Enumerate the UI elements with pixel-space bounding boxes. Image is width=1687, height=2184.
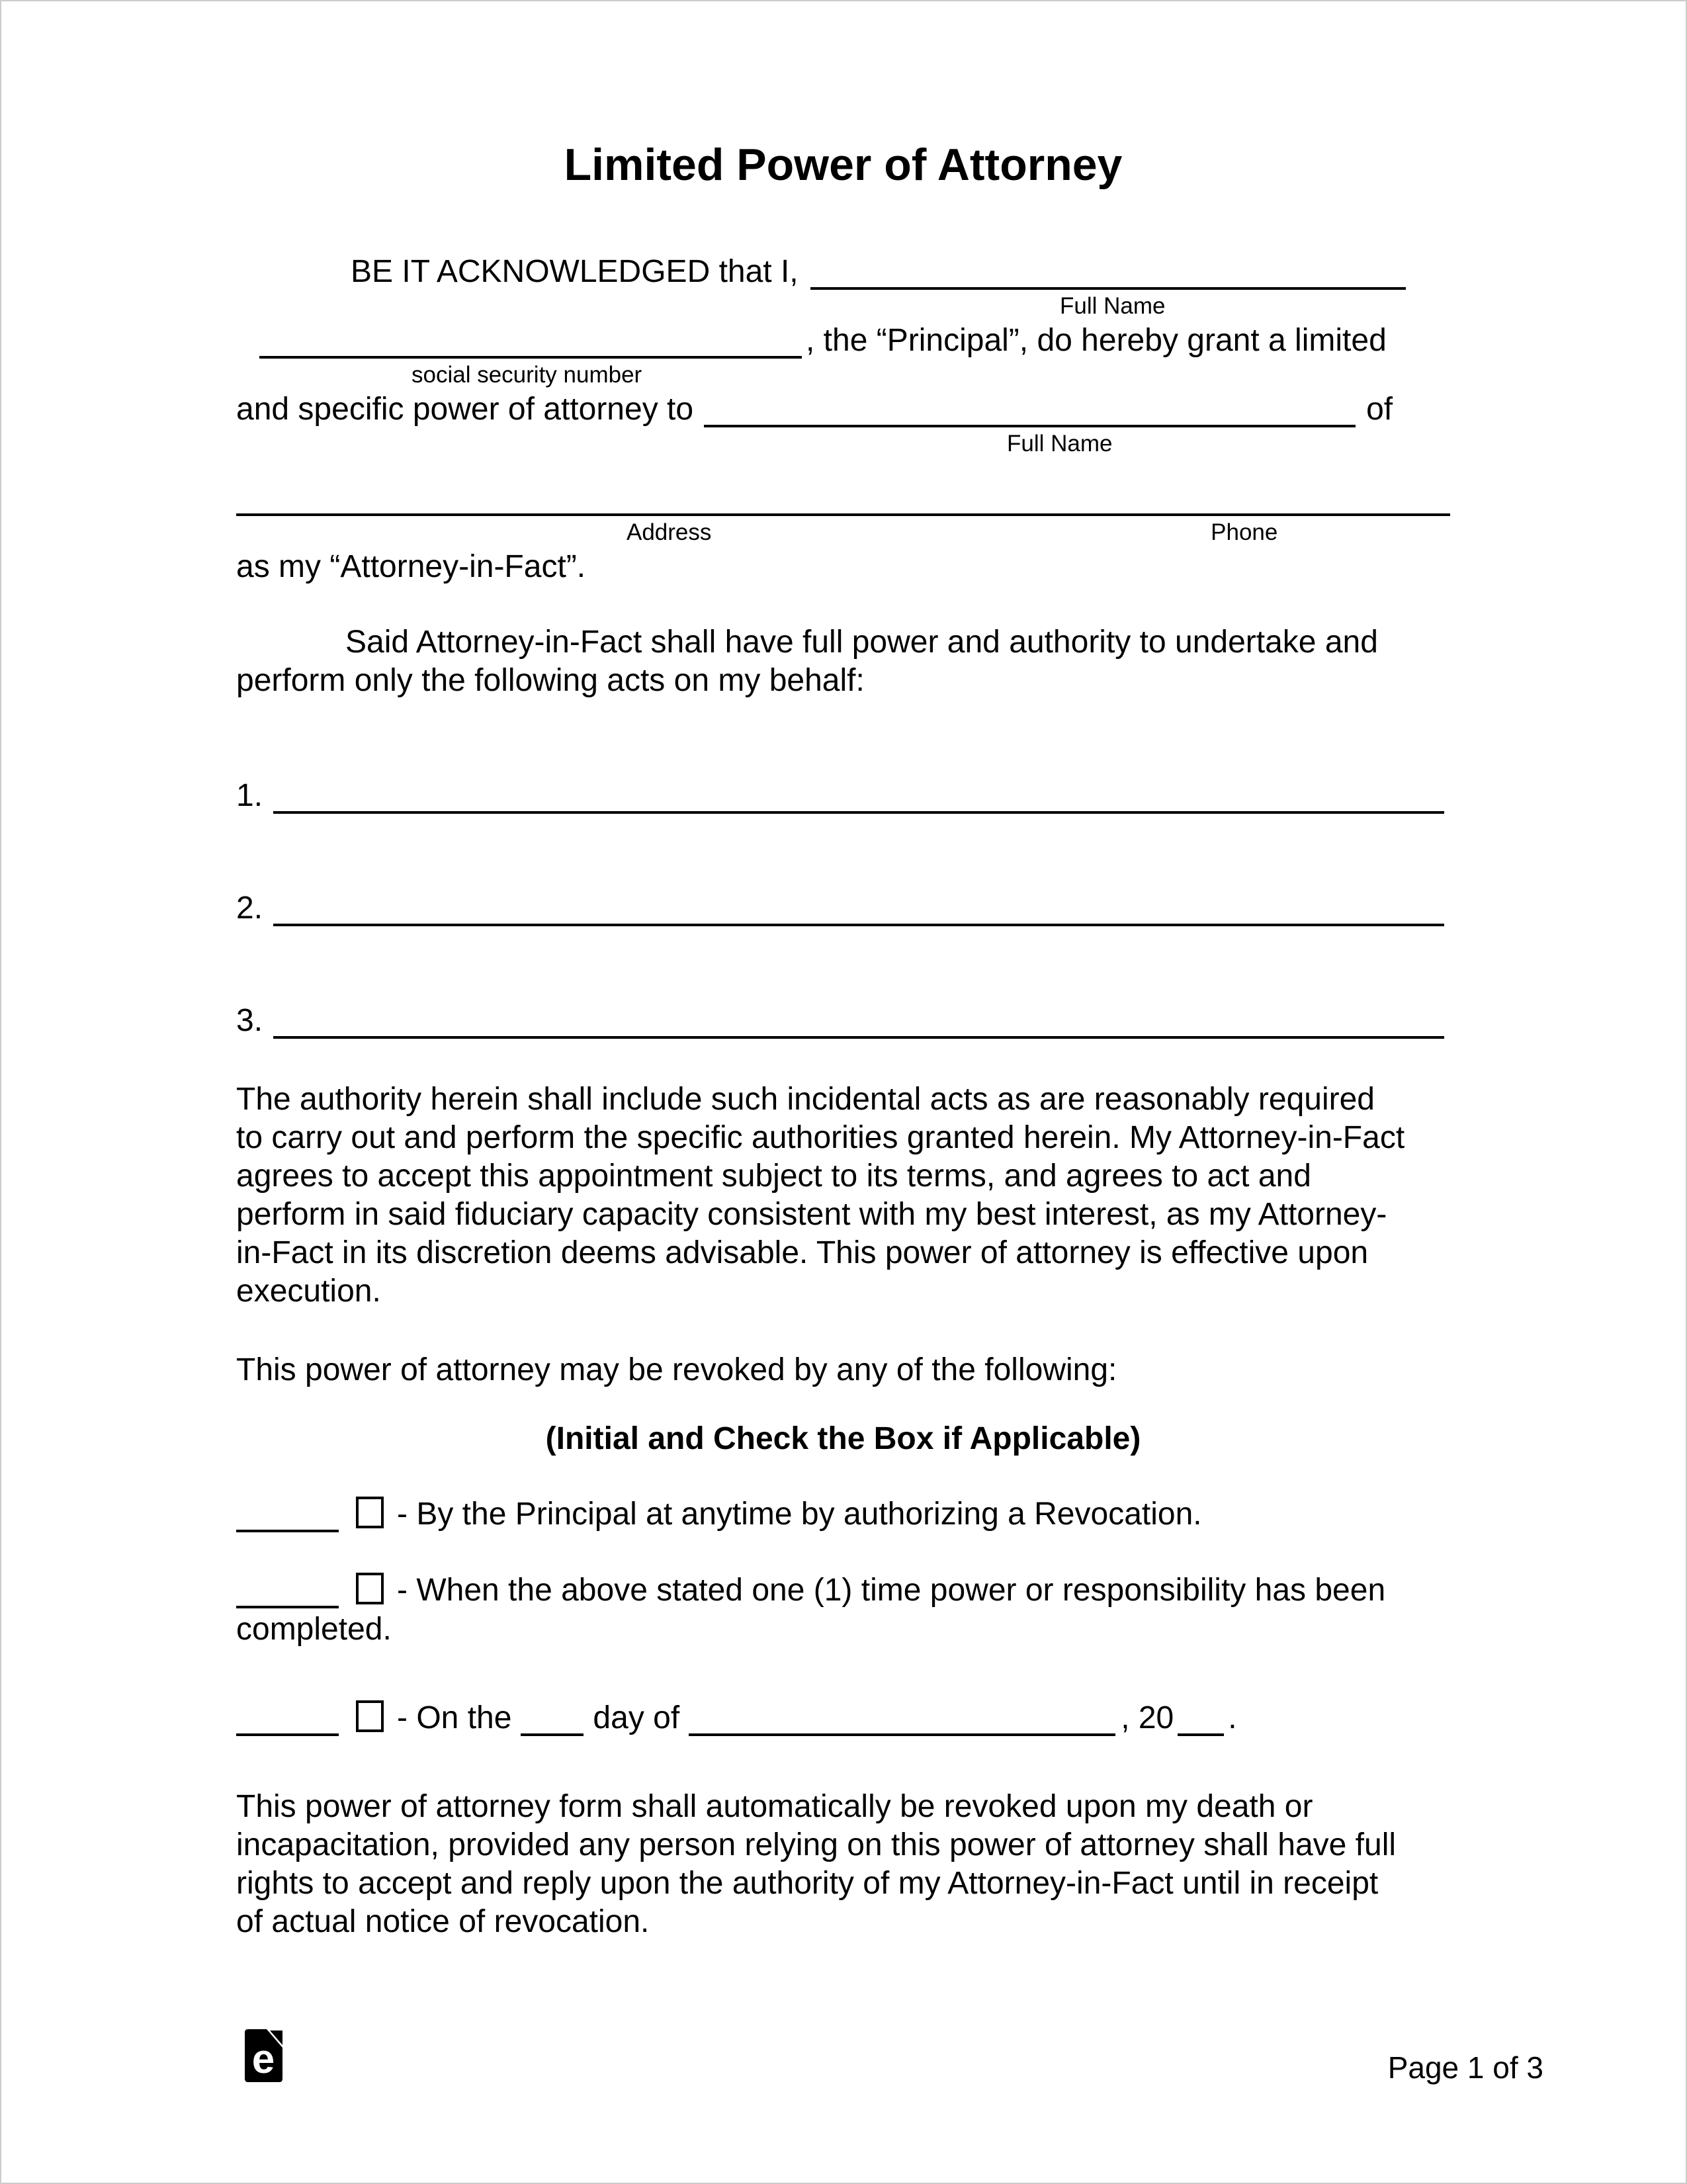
paragraph-line: perform only the following acts on my behalf: <box>236 663 865 698</box>
agent-name-blank <box>704 422 1356 427</box>
paragraph-line: in-Fact in its discretion deems advisable. This power of attorney is effective upon <box>236 1235 1369 1270</box>
act-line-1 <box>236 776 1450 816</box>
option-1-text: - By the Principal at anytime by authorizing a Revocation. <box>397 1497 1202 1532</box>
attorney-in-fact-text: as my “Attorney-in-Fact”. <box>236 549 586 584</box>
acknowledgment-line <box>236 252 1450 292</box>
act-number: 3. <box>236 1003 263 1038</box>
authorization-paragraph <box>236 623 1450 700</box>
checkbox-icon <box>356 1497 384 1528</box>
initials-blank-1 <box>236 1527 339 1532</box>
day-blank <box>521 1731 584 1736</box>
act-blank-2 <box>273 921 1444 926</box>
agent-full-name-label-row <box>236 429 1450 459</box>
full-name-label-row <box>236 292 1450 321</box>
paragraph-line: This power of attorney form shall automatically be revoked upon my death or <box>236 1789 1313 1824</box>
phone-label: Phone <box>1211 519 1278 545</box>
option-2-line-1 <box>236 1571 1450 1610</box>
revocation-intro-line <box>236 1350 1450 1390</box>
termination-paragraph <box>236 1788 1450 1941</box>
option-3-pre-text: - On the <box>397 1700 512 1735</box>
paragraph-line: rights to accept and reply upon the authority of my Attorney-in-Fact until in receipt <box>236 1866 1379 1901</box>
ssn-blank <box>259 353 802 359</box>
address-phone-line <box>236 478 1450 518</box>
act-number: 1. <box>236 778 263 813</box>
grant-text: and specific power of attorney to <box>236 392 694 427</box>
paragraph-line: execution. <box>236 1274 381 1309</box>
paragraph-line: of actual notice of revocation. <box>236 1904 650 1939</box>
paragraph-line: The authority herein shall include such incidental acts as are reasonably required <box>236 1082 1375 1117</box>
grant-line <box>236 390 1450 429</box>
option-2-text: - When the above stated one (1) time power or responsibility has been <box>397 1573 1386 1608</box>
address-phone-blank <box>236 511 1450 516</box>
paragraph-line: agrees to accept this appointment subject to its terms, and agrees to act and <box>236 1158 1311 1194</box>
acknowledgment-text: BE IT ACKNOWLEDGED that I, <box>351 254 799 289</box>
paragraph-line: Said Attorney-in-Fact shall have full power and authority to undertake and <box>345 625 1378 660</box>
revocation-option-3 <box>236 1698 1450 1738</box>
page-number: Page 1 of 3 <box>1387 2050 1543 2085</box>
attorney-in-fact-line <box>236 547 1450 587</box>
ssn-label: social security number <box>411 362 642 388</box>
paragraph-line: incapacitation, provided any person relying on this power of attorney shall have full <box>236 1827 1397 1862</box>
checkbox-icon <box>356 1573 384 1604</box>
authority-paragraph <box>236 1080 1450 1311</box>
full-name-label: Full Name <box>1060 293 1166 319</box>
paragraph-line: perform in said fiduciary capacity consistent with my best interest, as my Attorney- <box>236 1197 1387 1232</box>
act-blank-1 <box>273 808 1444 814</box>
year-blank <box>1178 1731 1224 1736</box>
grant-suffix-text: of <box>1366 392 1393 427</box>
principal-line <box>236 321 1450 361</box>
option-3-year-text: , 20 <box>1121 1700 1174 1735</box>
initial-check-heading-text: (Initial and Check the Box if Applicable) <box>545 1421 1141 1456</box>
revocation-option-2 <box>236 1571 1450 1649</box>
checkbox-icon <box>356 1700 384 1732</box>
initials-blank-2 <box>236 1603 339 1608</box>
option-3-mid-text: day of <box>593 1700 680 1735</box>
address-label: Address <box>627 519 712 545</box>
act-number: 2. <box>236 891 263 926</box>
option-2-line-2: completed. <box>236 1612 392 1647</box>
ssn-label-row <box>236 361 1450 390</box>
address-phone-label-row <box>236 518 1450 547</box>
initial-check-heading <box>236 1420 1450 1458</box>
agent-full-name-label: Full Name <box>1007 431 1113 457</box>
act-line-2 <box>236 889 1450 928</box>
revocation-intro-text: This power of attorney may be revoked by any of the following: <box>236 1352 1117 1387</box>
act-line-3 <box>236 1001 1450 1041</box>
paragraph-line: to carry out and perform the specific authorities granted herein. My Attorney-in-Fact <box>236 1120 1405 1155</box>
eforms-logo-icon <box>245 2029 282 2085</box>
page-title: Limited Power of Attorney <box>564 140 1123 190</box>
principal-text: , the “Principal”, do hereby grant a limited <box>806 323 1387 358</box>
month-blank <box>689 1731 1115 1736</box>
initials-blank-3 <box>236 1731 339 1736</box>
act-blank-3 <box>273 1033 1444 1039</box>
option-3-period: . <box>1228 1700 1237 1735</box>
revocation-option-1 <box>236 1495 1450 1534</box>
logo-letter: e <box>251 2036 275 2082</box>
document-content <box>236 1 1450 1941</box>
principal-name-blank <box>810 284 1406 290</box>
